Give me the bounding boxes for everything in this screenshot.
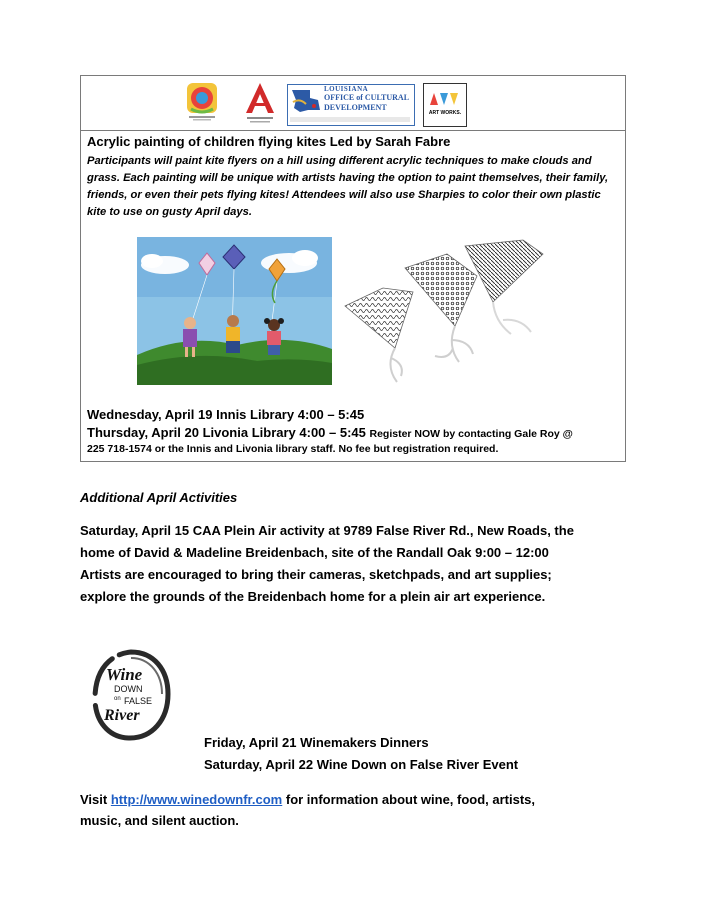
wine-logo-line2: DOWN	[114, 684, 143, 694]
wine-logo-line1: Wine	[106, 665, 143, 684]
louisiana-map-icon	[290, 88, 322, 114]
louisiana-logo-line2: OFFICE of CULTURAL	[324, 93, 410, 102]
plein-air-line-4: explore the grounds of the Breidenbach home for a plein air art experience.	[80, 589, 546, 604]
plein-air-line-3: Artists are encouraged to bring their cameras, sketchpads, and art supplies;	[80, 567, 552, 582]
visit-prefix: Visit	[80, 792, 111, 807]
winedown-website-link[interactable]: http://www.winedownfr.com	[110, 792, 283, 807]
wine-down-event: Saturday, April 22 Wine Down on False River Event	[204, 757, 519, 772]
logo-row	[81, 76, 625, 131]
art-works-logo	[423, 83, 467, 127]
flyer-description: Participants will paint kite flyers on a hill using different acrylic techniques to make clouds and grass. Each painting will be unique with artists having the option to paint themselves, their family, friends, or even their pets flying kites! Attendees will also use Sharpies to color their own plastic kite to use on gusty April days.	[87, 155, 609, 218]
louisiana-logo-line1: LOUISIANA	[324, 85, 369, 93]
schedule-livonia	[87, 425, 573, 440]
louisiana-logo-line3: DEVELOPMENT	[324, 103, 387, 112]
additional-activities-heading: Additional April Activities	[80, 490, 238, 505]
visit-paragraph	[80, 789, 640, 831]
flyer-box	[80, 75, 626, 462]
wine-down-false-river-logo	[90, 648, 172, 742]
children-kites-painting	[137, 237, 332, 385]
wine-logo-line4: FALSE	[124, 696, 153, 706]
visit-suffix: for information about wine, food, artists,	[282, 792, 536, 807]
wine-logo-line3: on	[114, 696, 121, 702]
plastic-kites-image	[335, 236, 555, 386]
visit-line-2: music, and silent auction.	[80, 813, 239, 828]
registration-note: Register NOW by contacting Gale Roy @	[369, 428, 573, 440]
louisiana-cultural-development-logo	[287, 84, 415, 126]
plein-air-line-1: Saturday, April 15 CAA Plein Air activity at 9789 False River Rd., New Roads, the	[80, 523, 574, 538]
schedule-livonia-main: Thursday, April 20 Livonia Library 4:00 – 5:45	[87, 425, 370, 440]
plein-air-paragraph	[80, 520, 640, 608]
art-works-triangles-icon	[429, 92, 461, 106]
plein-air-line-2: home of David & Madeline Breidenbach, site of the Randall Oak 9:00 – 12:00	[80, 545, 549, 560]
winemakers-dinner-event: Friday, April 21 Winemakers Dinners	[204, 735, 429, 750]
art-works-label: ART WORKS.	[428, 110, 462, 116]
arts-association-logo	[185, 81, 219, 123]
flyer-title: Acrylic painting of children flying kites Led by Sarah Fabre	[87, 134, 451, 149]
registration-contact: 225 718-1574 or the Innis and Livonia library staff. No fee but registration required.	[87, 443, 499, 455]
schedule-innis: Wednesday, April 19 Innis Library 4:00 – 5:45	[87, 407, 365, 422]
louisiana-logo-tagline-bar	[290, 117, 410, 122]
visit-line-1	[80, 789, 640, 810]
wine-logo-line5: River	[104, 707, 140, 724]
arts-council-logo	[241, 81, 279, 125]
